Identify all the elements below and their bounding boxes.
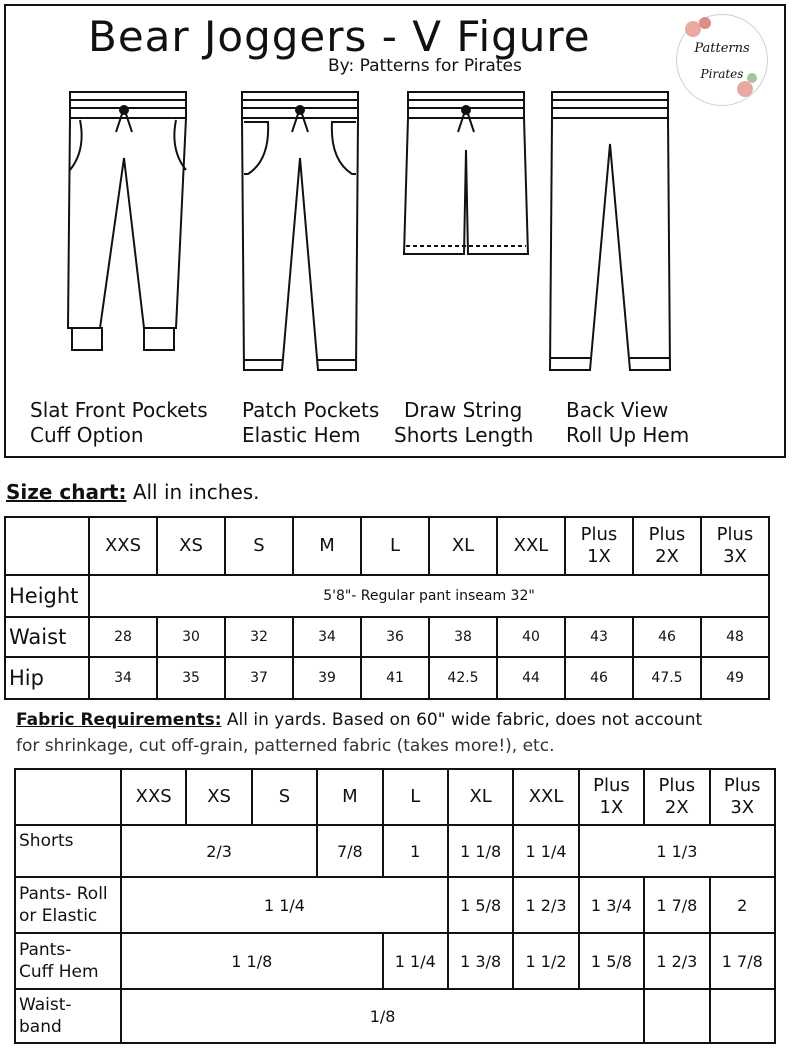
logo-text-patterns: Patterns bbox=[694, 41, 750, 56]
fabric-note: for shrinkage, cut off-grain, patterned fabric (takes more!), etc. bbox=[16, 736, 555, 756]
empty-cell bbox=[710, 989, 775, 1043]
size-header: Plus 2X bbox=[633, 517, 701, 575]
fabric-cell: 1 1/8 bbox=[121, 933, 383, 989]
size-chart-heading: Size chart: All in inches. bbox=[6, 480, 260, 504]
view-caption: Back View Roll Up Hem bbox=[566, 398, 690, 447]
size-header: L bbox=[361, 517, 429, 575]
fabric-requirements-table bbox=[14, 768, 776, 1044]
row-label-waistband: Waist- band bbox=[15, 989, 121, 1043]
row-label-height: Height bbox=[5, 575, 89, 617]
waist-cell: 32 bbox=[225, 617, 293, 657]
size-header: XS bbox=[157, 517, 225, 575]
fabric-cell: 1/8 bbox=[121, 989, 644, 1043]
logo-text-pirates: Pirates bbox=[700, 67, 744, 81]
fabric-cell: 1 1/3 bbox=[579, 825, 775, 877]
waist-cell: 36 bbox=[361, 617, 429, 657]
waist-cell: 28 bbox=[89, 617, 157, 657]
waist-cell: 34 bbox=[293, 617, 361, 657]
hip-cell: 34 bbox=[89, 657, 157, 699]
size-header: XS bbox=[186, 769, 251, 825]
waist-cell: 46 bbox=[633, 617, 701, 657]
view-caption: Slat Front Pockets Cuff Option bbox=[30, 398, 208, 447]
jogger-back-view-illustration bbox=[550, 92, 670, 370]
hip-cell: 44 bbox=[497, 657, 565, 699]
empty-corner-cell bbox=[5, 517, 89, 575]
fabric-cell: 1 5/8 bbox=[579, 933, 644, 989]
size-header: XXS bbox=[89, 517, 157, 575]
byline: By: Patterns for Pirates bbox=[328, 56, 522, 76]
waist-cell: 48 bbox=[701, 617, 769, 657]
size-header: Plus 1X bbox=[579, 769, 644, 825]
empty-cell bbox=[644, 989, 709, 1043]
hip-cell: 41 bbox=[361, 657, 429, 699]
hip-cell: 37 bbox=[225, 657, 293, 699]
fabric-cell: 7/8 bbox=[317, 825, 382, 877]
hip-cell: 47.5 bbox=[633, 657, 701, 699]
waist-cell: 30 bbox=[157, 617, 225, 657]
garment-illustrations bbox=[0, 80, 794, 390]
waist-cell: 43 bbox=[565, 617, 633, 657]
size-header: Plus 2X bbox=[644, 769, 709, 825]
size-header: XXL bbox=[497, 517, 565, 575]
hip-cell: 46 bbox=[565, 657, 633, 699]
fabric-cell: 1 2/3 bbox=[513, 877, 578, 933]
view-caption: Patch Pockets Elastic Hem bbox=[242, 398, 380, 447]
size-header: Plus 3X bbox=[710, 769, 775, 825]
row-label-pants-cuff: Pants- Cuff Hem bbox=[15, 933, 121, 989]
size-header: XXL bbox=[513, 769, 578, 825]
fabric-cell: 1 3/8 bbox=[448, 933, 513, 989]
fabric-cell: 2/3 bbox=[121, 825, 317, 877]
height-value: 5'8"- Regular pant inseam 32" bbox=[89, 575, 769, 617]
size-header: L bbox=[383, 769, 448, 825]
page-title: Bear Joggers - V Figure bbox=[88, 12, 591, 61]
size-header: Plus 1X bbox=[565, 517, 633, 575]
row-label-hip: Hip bbox=[5, 657, 89, 699]
hip-cell: 49 bbox=[701, 657, 769, 699]
row-label-waist: Waist bbox=[5, 617, 89, 657]
fabric-cell: 1 1/4 bbox=[383, 933, 448, 989]
fabric-cell: 2 bbox=[710, 877, 775, 933]
row-label-pants-roll: Pants- Roll or Elastic bbox=[15, 877, 121, 933]
fabric-cell: 1 bbox=[383, 825, 448, 877]
view-caption: Draw String Shorts Length bbox=[394, 398, 534, 447]
size-header: S bbox=[225, 517, 293, 575]
fabric-heading: Fabric Requirements: All in yards. Based on 60" wide fabric, does not account bbox=[16, 710, 703, 730]
jogger-patch-pocket-illustration bbox=[242, 92, 358, 370]
shorts-illustration bbox=[404, 92, 528, 254]
waist-cell: 40 bbox=[497, 617, 565, 657]
size-header: M bbox=[293, 517, 361, 575]
size-chart-table bbox=[4, 516, 770, 700]
size-header: XL bbox=[448, 769, 513, 825]
fabric-cell: 1 3/4 bbox=[579, 877, 644, 933]
size-header: Plus 3X bbox=[701, 517, 769, 575]
fabric-cell: 1 7/8 bbox=[710, 933, 775, 989]
hip-cell: 42.5 bbox=[429, 657, 497, 699]
fabric-cell: 1 2/3 bbox=[644, 933, 709, 989]
empty-corner-cell bbox=[15, 769, 121, 825]
fabric-cell: 1 5/8 bbox=[448, 877, 513, 933]
size-header: M bbox=[317, 769, 382, 825]
fabric-cell: 1 1/8 bbox=[448, 825, 513, 877]
fabric-cell: 1 1/4 bbox=[513, 825, 578, 877]
size-header: S bbox=[252, 769, 317, 825]
jogger-slant-pocket-illustration bbox=[68, 92, 186, 350]
fabric-cell: 1 1/2 bbox=[513, 933, 578, 989]
fabric-cell: 1 1/4 bbox=[121, 877, 448, 933]
waist-cell: 38 bbox=[429, 617, 497, 657]
fabric-cell: 1 7/8 bbox=[644, 877, 709, 933]
size-header: XXS bbox=[121, 769, 186, 825]
size-header: XL bbox=[429, 517, 497, 575]
flower-icon bbox=[699, 17, 711, 29]
hip-cell: 39 bbox=[293, 657, 361, 699]
hip-cell: 35 bbox=[157, 657, 225, 699]
row-label-shorts: Shorts bbox=[15, 825, 121, 877]
